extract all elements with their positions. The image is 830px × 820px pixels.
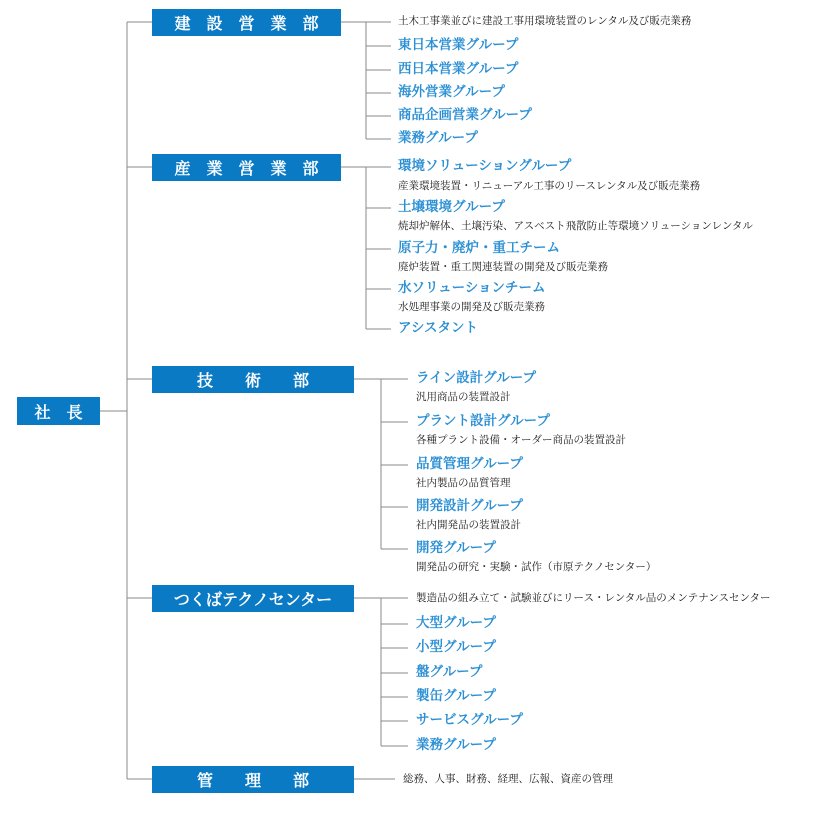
- group-label[interactable]: 西日本営業グループ: [398, 61, 519, 77]
- group-description: 産業環境装置・リニューアル工事のリースレンタル及び販売業務: [398, 180, 701, 192]
- group-label[interactable]: 製缶グループ: [416, 688, 496, 704]
- dept-label: 管 理 部: [196, 771, 309, 790]
- group-description: 各種プラント設備・オーダー商品の装置設計: [416, 434, 626, 446]
- group-description: 焼却炉解体、土壌汚染、アスベスト飛散防止等環境ソリューションレンタル: [398, 220, 753, 232]
- dept-label: 産 業 営 業 部: [174, 159, 319, 178]
- group-label[interactable]: 東日本営業グループ: [398, 37, 519, 53]
- group-description: 社内開発品の装置設計: [416, 519, 521, 531]
- president-label: 社 長: [34, 402, 83, 422]
- dept-summary: 土木工事業並びに建設工事用環境装置のレンタル及び販売業務: [398, 15, 692, 27]
- group-description: 水処理事業の開発及び販売業務: [398, 301, 545, 313]
- dept-box-construction-sales[interactable]: [152, 9, 341, 36]
- dept-summary: 製造品の組み立て・試験並びにリース・レンタル品のメンテナンスセンター: [416, 592, 771, 604]
- dept-label: 技 術 部: [196, 371, 309, 390]
- group-description: 汎用商品の装置設計: [416, 391, 511, 403]
- group-label[interactable]: 土壌環境グループ: [398, 199, 505, 215]
- group-label[interactable]: 盤グループ: [416, 664, 483, 680]
- dept-box-tsukuba-techno-center[interactable]: [152, 585, 354, 612]
- president-box[interactable]: [17, 397, 100, 425]
- dept-box-industrial-sales[interactable]: [152, 154, 341, 181]
- group-description: 廃炉装置・重工関連装置の開発及び販売業務: [398, 261, 608, 273]
- group-label[interactable]: 業務グループ: [416, 737, 496, 753]
- group-label[interactable]: 小型グループ: [416, 639, 496, 655]
- group-label[interactable]: 業務グループ: [398, 130, 478, 146]
- group-label[interactable]: プラント設計グループ: [416, 413, 550, 429]
- group-label[interactable]: 開発グループ: [416, 540, 496, 556]
- group-label[interactable]: 水ソリューションチーム: [398, 280, 546, 296]
- group-label[interactable]: サービスグループ: [416, 712, 523, 728]
- group-description: 社内製品の品質管理: [416, 477, 511, 489]
- group-label[interactable]: 大型グループ: [416, 615, 496, 631]
- group-label[interactable]: 商品企画営業グループ: [398, 107, 532, 123]
- group-label[interactable]: ライン設計グループ: [416, 370, 537, 386]
- dept-label: つくばテクノセンター: [173, 590, 333, 609]
- group-label[interactable]: 環境ソリューショングループ: [398, 158, 572, 174]
- group-label[interactable]: 海外営業グループ: [398, 84, 505, 100]
- group-label[interactable]: アシスタント: [398, 320, 479, 336]
- dept-box-administration[interactable]: [152, 766, 354, 793]
- dept-label: 建 設 営 業 部: [174, 14, 319, 33]
- group-label[interactable]: 品質管理グループ: [416, 456, 523, 472]
- dept-summary: 総務、人事、財務、経理、広報、資産の管理: [403, 773, 613, 785]
- group-label[interactable]: 開発設計グループ: [416, 498, 523, 514]
- group-label[interactable]: 原子力・廃炉・重工チーム: [398, 240, 560, 256]
- dept-box-engineering[interactable]: [152, 366, 354, 393]
- group-description: 開発品の研究・実験・試作（市原テクノセンター）: [416, 561, 657, 573]
